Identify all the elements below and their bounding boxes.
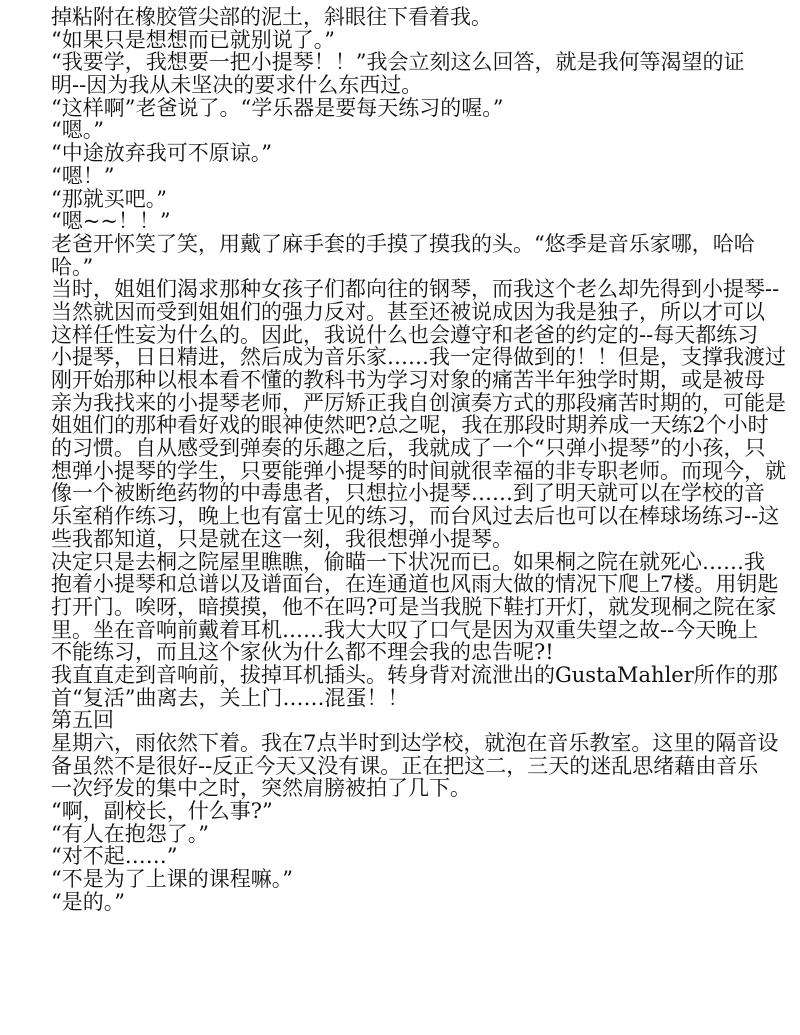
text-line: 里。坐在音响前戴着耳机……我大大叹了口气是因为双重失望之故--今天晚上: [51, 617, 759, 642]
text-line: “嗯！”: [51, 163, 115, 188]
text-line: 像一个被断绝药物的中毒患者，只想拉小提琴……到了明天就可以在学校的音: [51, 481, 765, 506]
text-line: “不是为了上课的课程嘛。”: [51, 867, 293, 892]
text-line: “这样啊”老爸说了。“学乐器是要每天练习的喔。”: [51, 95, 504, 120]
text-line: 老爸开怀笑了笑，用戴了麻手套的手摸了摸我的头。“悠季是音乐家哪，哈哈: [51, 231, 755, 256]
text-line: 刚开始那种以根本看不懂的教科书为学习对象的痛苦半年独学时期，或是被母: [51, 368, 765, 392]
text-line: 首“复活”曲离去，关上门……混蛋！！: [51, 685, 409, 710]
text-line: “啊，副校长，什么事?”: [51, 799, 273, 824]
text-line: 明--因为我从未坚决的要求什么东西过。: [51, 73, 423, 98]
text-line: 小提琴，日日精进，然后成为音乐家……我一定得做到的！！但是，支撑我渡过: [51, 345, 786, 370]
text-line: 当然就因而受到姐姐们的强力反对。甚至还被说成因为我是独子，所以才可以: [51, 299, 765, 324]
text-line: “那就买吧。”: [51, 186, 167, 211]
text-line: “嗯。”: [51, 118, 104, 143]
document-text: [51, 5, 786, 914]
text-line: 哈。”: [51, 254, 94, 279]
text-line: “有人在抱怨了。”: [51, 821, 209, 846]
text-line: 掉粘附在橡胶管尖部的泥土，斜眼往下看着我。: [51, 5, 492, 29]
text-line: 决定只是去桐之院屋里瞧瞧，偷瞄一下状况而已。如果桐之院在就死心……我: [51, 549, 765, 574]
text-line: 星期六，雨依然下着。我在7点半时到达学校，就泡在音乐教室。这里的隔音设: [51, 731, 779, 755]
text-line: 乐室稍作练习，晚上也有富士见的练习，而台风过去后也可以在棒球场练习--这: [51, 504, 780, 529]
text-line: 这样任性妄为什么的。因此，我说什么也会遵守和老爸的约定的--每天都练习: [51, 322, 759, 347]
text-line: 打开门。唉呀，暗摸摸，他不在吗?可是当我脱下鞋打开灯，就发现桐之院在家: [51, 594, 777, 619]
text-line: “对不起……”: [51, 844, 178, 869]
text-line: “我要学，我想要一把小提琴！！”我会立刻这么回答，就是我何等渴望的证: [51, 50, 745, 75]
text-line: 想弹小提琴的学生，只要能弹小提琴的时间就很幸福的非专职老师。而现今，就: [51, 458, 786, 483]
text-line: “是的。”: [51, 889, 125, 914]
text-line: 抱着小提琴和总谱以及谱面台，在连通道也风雨大做的情况下爬上7楼。用钥匙: [51, 572, 779, 597]
text-line: 我直直走到音响前，拔掉耳机插头。转身背对流泄出的GustaMahler所作的那: [51, 662, 778, 687]
text-line: 当时，姐姐们渴求那种女孩子们都向往的钢琴，而我这个老么却先得到小提琴--: [51, 277, 780, 302]
text-line: 的习惯。自从感受到弹奏的乐趣之后，我就成了一个“只弹小提琴”的小孩，只: [51, 436, 766, 461]
text-line: “中途放弃我可不原谅。”: [51, 141, 272, 166]
text-line: “如果只是想想而已就别说了。”: [51, 27, 335, 52]
text-line: 一次纾发的集中之时，突然肩膀被拍了几下。: [51, 776, 471, 801]
text-line: “嗯~~！！”: [51, 209, 171, 234]
text-line: 不能练习，而且这个家伙为什么都不理会我的忠告呢?!: [51, 640, 554, 665]
text-line: 亲为我找来的小提琴老师，严厉矫正我自创演奏方式的那段痛苦时期的，可能是: [51, 390, 786, 415]
chapter-heading: 第五回: [51, 708, 114, 733]
text-line: 备虽然不是很好--反正今天又没有课。正在把这二，三天的迷乱思绪藉由音乐: [51, 753, 759, 778]
text-line: 姐姐们的那种看好戏的眼神使然吧?总之呢，我在那段时期养成一天练2个小时: [51, 413, 769, 438]
text-line: 些我都知道，只是就在这一刻，我很想弹小提琴。: [51, 526, 513, 551]
